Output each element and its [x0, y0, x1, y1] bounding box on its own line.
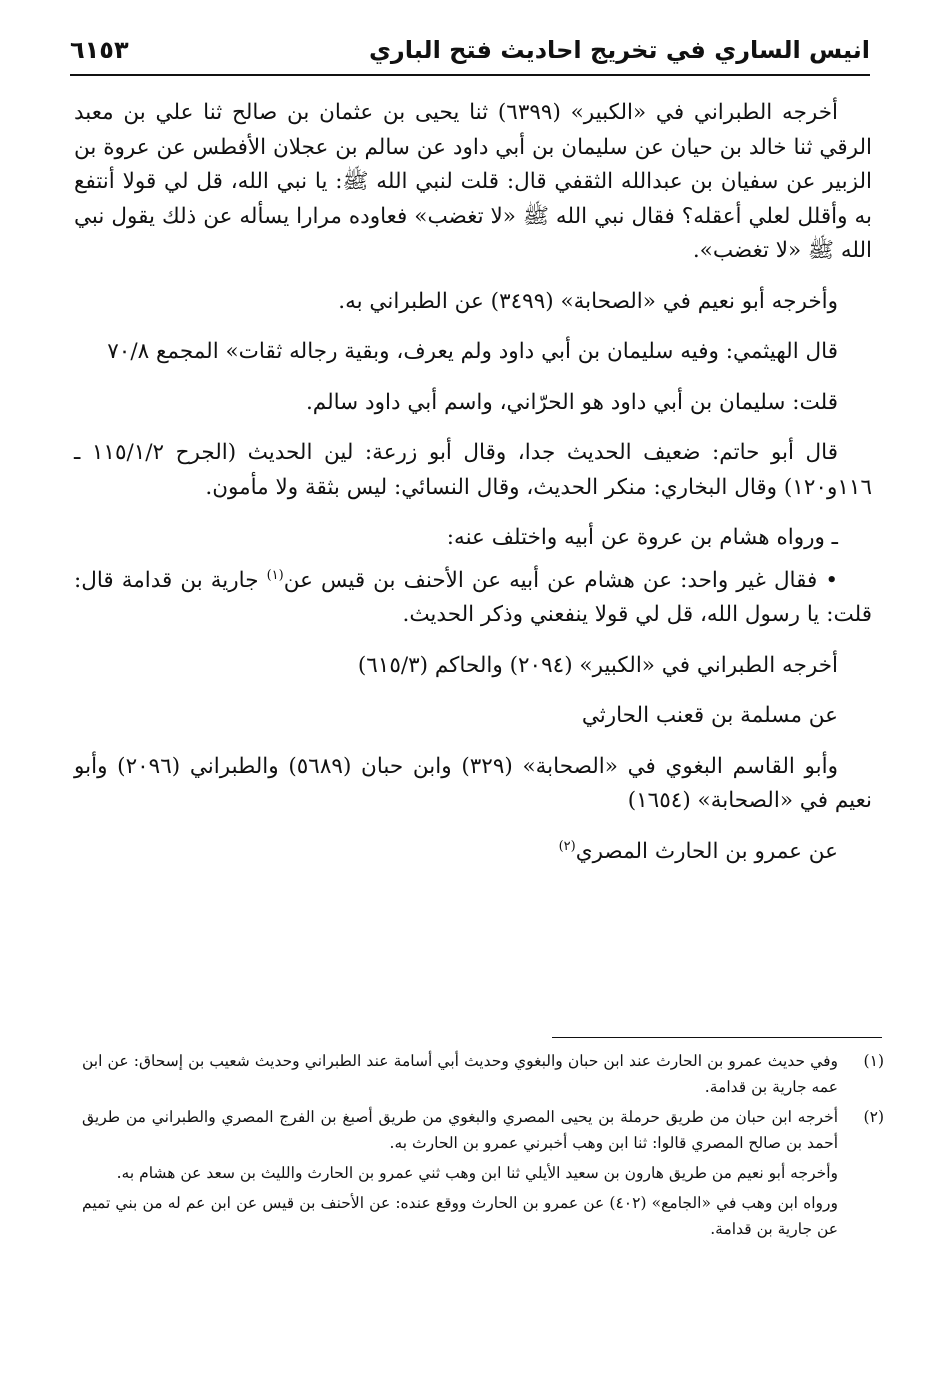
paragraph-baghawi: وأبو القاسم البغوي في «الصحابة» (٣٢٩) وابن حبان (٥٦٨٩) والطبراني (٢٠٩٦) وأبو نعيم في «الصحابة» (١٦٥٤): [74, 753, 872, 813]
footnote-1: [82, 1048, 884, 1100]
footnote-text: وأخرجه أبو نعيم من طريق هارون بن سعيد الأيلي ثنا ابن وهب ثني عمرو بن الحارث والليث بن سعد عن هشام به.: [116, 1164, 838, 1182]
paragraph-amr-harith-text: عن عمرو بن الحارث المصري: [575, 838, 838, 864]
footnote-number: (١): [863, 1052, 884, 1070]
footnote-ref-1[interactable]: (١): [266, 567, 284, 583]
paragraph-takhrij-tabarani: أخرجه الطبراني في «الكبير» (٦٣٩٩) ثنا يحيى بن عثمان بن صالح ثنا علي بن معبد الرقي ثنا خالد بن حيان عن سليمان بن أبي داود عن سالم بن عجلان الأفطس عن عروة بن الزبير عن سفيان بن عبدالله الثقفي قال: قلت لنبي الله ﷺ: يا نبي الله، قل لي قولا أنتفع به وأقلل لعلي أعقله؟ فقال نبي الله ﷺ «لا تغضب» فعاوده مرارا يسأله عن ذلك يقول نبي الله ﷺ «لا تغضب».: [74, 100, 872, 263]
paragraph-ghayr-wahid: [74, 564, 872, 633]
footnote-ref-2[interactable]: (٢): [558, 838, 576, 854]
footnote-text: أخرجه ابن حبان من طريق حرملة بن يحيى المصري والبغوي من طريق أصبغ بن الفرج المصري والطبراني من طريق أحمد بن صالح المصري قالوا: ثنا ابن وهب أخبرني عمرو بن الحارث به.: [82, 1108, 838, 1152]
paragraph-abu-nuaym: وأخرجه أبو نعيم في «الصحابة» (٣٤٩٩) عن الطبراني به.: [338, 288, 838, 314]
page-number: ٦١٥٣: [70, 36, 129, 64]
footnote-separator: [552, 1037, 882, 1038]
footnote-text: وفي حديث عمرو بن الحارث عند ابن حبان والبغوي وحديث أبي أسامة عند الطبراني وحديث شعيب بن إسحاق: عن ابن عمه جارية بن قدامة.: [82, 1052, 838, 1096]
main-text: [74, 96, 872, 885]
paragraph-qultu: قلت: سليمان بن أبي داود هو الحرّاني، واسم أبي داود سالم.: [305, 389, 838, 415]
paragraph-haythami: قال الهيثمي: وفيه سليمان بن أبي داود ولم يعرف، وبقية رجاله ثقات» المجمع ٧٠/٨: [107, 339, 838, 364]
footnote-number: (٢): [863, 1108, 884, 1126]
paragraph-ghayr-wahid-part1: • فقال غير واحد: عن هشام عن أبيه عن الأحنف بن قيس عن: [283, 567, 838, 593]
footnote-2: [82, 1104, 884, 1242]
running-title: انيس الساري في تخريج احاديث فتح الباري: [368, 36, 870, 64]
page-header: [70, 34, 870, 76]
paragraph-hisham: ـ ورواه هشام بن عروة عن أبيه واختلف عنه:: [446, 525, 838, 550]
paragraph-ghayr-wahid-part2: جارية بن قدامة قال: قلت: يا رسول الله، قل لي قولا ينفعني وذكر الحديث.: [74, 567, 872, 627]
footnote-text: ورواه ابن وهب في «الجامع» (٤٠٢) عن عمرو بن الحارث ووقع عنده: عن الأحنف بن قيس عن ابن عم له من بني تميم عن جارية بن قدامة.: [82, 1194, 838, 1238]
footnotes: [82, 1048, 884, 1246]
paragraph-amr-harith: [74, 835, 872, 870]
paragraph-abu-hatim: قال أبو حاتم: ضعيف الحديث جدا، وقال أبو زرعة: لين الحديث (الجرح ١١٥/١/٢ ـ ١١٦و١٢٠) وقال البخاري: منكر الحديث، وقال النسائي: ليس بثقة ولا مأمون.: [74, 440, 872, 500]
paragraph-maslama: عن مسلمة بن قعنب الحارثي: [581, 703, 838, 728]
paragraph-tabarani-hakim: أخرجه الطبراني في «الكبير» (٢٠٩٤) والحاكم (٦١٥/٣): [357, 652, 838, 678]
